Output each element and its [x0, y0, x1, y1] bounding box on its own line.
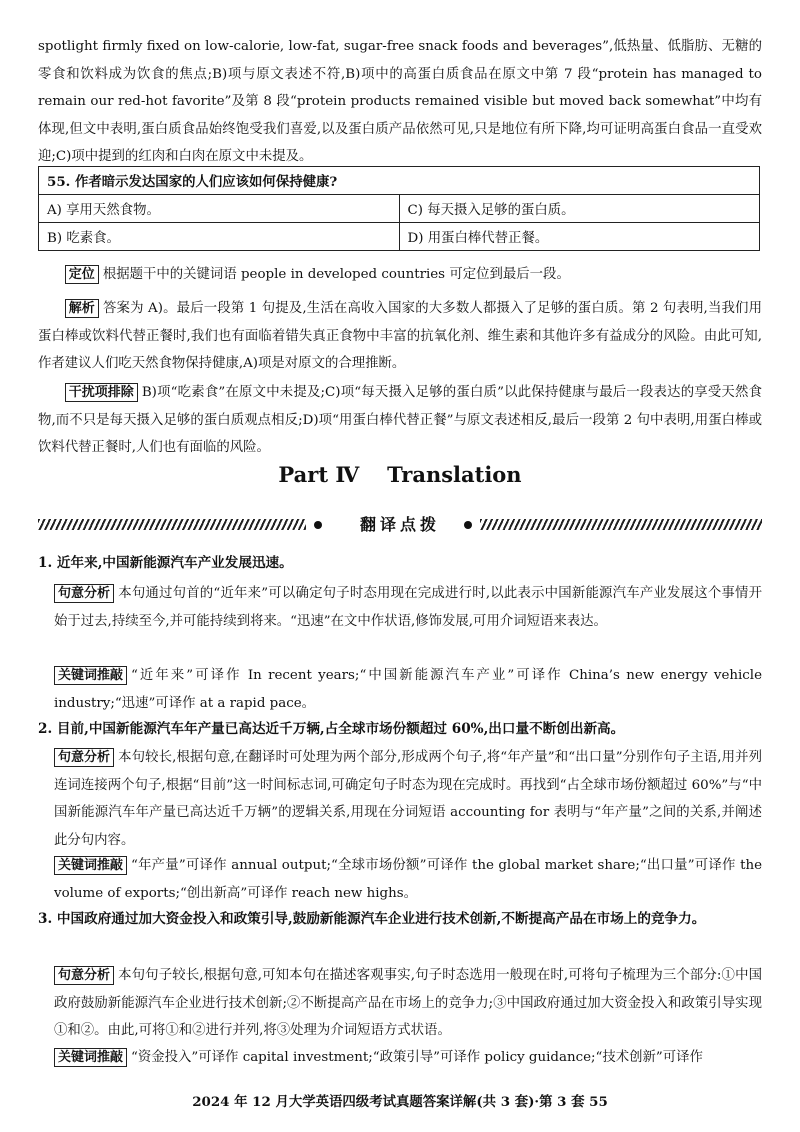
analysis-tag: 解析 — [65, 299, 99, 318]
keyword-tag: 关键词推敲 — [54, 666, 127, 685]
locate-tag: 定位 — [65, 265, 99, 284]
translation-item-3-keywords — [54, 1044, 762, 1072]
intro-paragraph: spotlight firmly fixed on low-calorie, low-fat, sugar-free snack foods and beverages”,低热量、低脂肪、无糖的零食和饮料成为饮食的焦点;B)项与原文表述不符,B)项中的高蛋白质食品在原文中第 7 段“protein has managed to remain our red-hot favorite”及第 8 段“protein products remained visible but moved back somewhat”中均有体现,但文中表明,蛋白质食品始终饱受我们喜爱,以及蛋白质产品依然可见,只是地位有所下降,均可证明高蛋白食品一直受欢迎;C)项中提到的红肉和白肉在原文中未提及。 — [38, 39, 762, 164]
translation-item-1-keywords — [54, 662, 762, 717]
part-numeral: Part Ⅳ — [278, 462, 360, 487]
option-d: D) 用蛋白棒代替正餐。 — [399, 223, 760, 251]
analysis-text: 本句句子较长,根据句意,可知本句在描述客观事实,句子时态选用一般现在时,可将句子梳理为三个部分:①中国政府鼓励新能源汽车企业进行技术创新;②不断提高产品在市场上的竞争力;③中国政府通过加大资金投入和政策引导实现①和②。由此,可将①和②进行并列,将③处理为介词短语方式状语。 — [54, 968, 762, 1038]
translation-item-2-keywords — [54, 852, 762, 907]
translation-item-1-analysis — [54, 580, 762, 635]
analysis-text: 答案为 A)。最后一段第 1 句提及,生活在高收入国家的大多数人都摄入了足够的蛋白质。第 2 句表明,当我们用蛋白棒或饮料代替正餐时,我们也有面临着错失真正食物中丰富的抗氧化剂、维生素和其他许多有益成分的风险。由此可知,作者建议人们吃天然食物保持健康,A)项是对原文的合理推断。 — [38, 301, 762, 371]
question-55-table — [38, 166, 760, 251]
translation-item-1-heading: 1. 近年来,中国新能源汽车产业发展迅速。 — [38, 555, 293, 571]
analysis-text: 本句通过句首的“近年来”可以确定句子时态用现在完成进行时,以此表示中国新能源汽车产业发展这个事情开始于过去,持续至今,并可能持续到将来。“迅速”在文中作状语,修饰发展,可用介词短语来表达。 — [54, 586, 762, 629]
translation-item-2-heading: 2. 目前,中国新能源汽车年产量已高达近千万辆,占全球市场份额超过 60%,出口量不断创出新高。 — [38, 721, 625, 737]
keyword-tag: 关键词推敲 — [54, 1048, 127, 1067]
analysis-text: 本句较长,根据句意,在翻译时可处理为两个部分,形成两个句子,将“年产量”和“出口量”分别作句子主语,用并列连词连接两个句子,根据“目前”这一时间标志词,可确定句子时态为现在完成时。再找到“占全球市场份额超过 60%”与“中国新能源汽车年产量已高达近千万辆”的逻辑关系,用现在分词短语 accounting for 表明与“年产量”之间的关系,并阐述此分句内容。 — [54, 750, 762, 848]
banner-dot-right — [464, 521, 472, 529]
option-c: C) 每天摄入足够的蛋白质。 — [399, 195, 760, 223]
analysis-tag: 句意分析 — [54, 584, 114, 603]
analysis-tag: 句意分析 — [54, 748, 114, 767]
section-title: 翻译点拨 — [359, 515, 440, 534]
translation-item-3-heading: 3. 中国政府通过加大资金投入和政策引导,鼓励新能源汽车企业进行技术创新,不断提高产品在市场上的竞争力。 — [38, 911, 706, 927]
translation-item-3-analysis — [54, 962, 762, 1045]
option-b: B) 吃素食。 — [39, 223, 400, 251]
part-name: Translation — [387, 462, 522, 487]
distractor-tag: 干扰项排除 — [65, 383, 138, 402]
part-title — [0, 462, 800, 487]
translation-item-2-analysis — [54, 744, 762, 854]
option-a: A) 享用天然食物。 — [39, 195, 400, 223]
keywords-text: “年产量”可译作 annual output;“全球市场份额”可译作 the global market share;“出口量”可译作 the volume of exports;“创出新高”可译作 reach new highs。 — [54, 858, 762, 901]
banner-hatch-right — [480, 519, 762, 530]
section-banner — [38, 512, 762, 538]
page-footer: 2024 年 12 月大学英语四级考试真题答案详解(共 3 套)·第 3 套 55 — [192, 1094, 608, 1110]
keywords-text: “近年来”可译作 In recent years;“中国新能源汽车产业”可译作 China’s new energy vehicle industry;“迅速”可译作 at a rapid pace。 — [54, 668, 762, 711]
locate-text: 根据题干中的关键词语 people in developed countries 可定位到最后一段。 — [102, 267, 570, 282]
keyword-tag: 关键词推敲 — [54, 856, 127, 875]
analysis-tag: 句意分析 — [54, 966, 114, 985]
analysis-paragraph — [38, 295, 762, 378]
distractor-text: B)项“吃素食”在原文中未提及;C)项“每天摄入足够的蛋白质”以此保持健康与最后一段表达的享受天然食物,而不只是每天摄入足够的蛋白质观点相反;D)项“用蛋白棒代替正餐”与原文表述相反,最后一段第 2 句中表明,用蛋白棒或饮料代替正餐时,人们也有面临的风险。 — [38, 385, 762, 455]
keywords-text: “资金投入”可译作 capital investment;“政策引导”可译作 policy guidance;“技术创新”可译作 — [131, 1050, 703, 1065]
distractor-paragraph — [38, 379, 762, 462]
locate-paragraph — [38, 261, 762, 289]
question-55-stem: 55. 作者暗示发达国家的人们应该如何保持健康? — [39, 167, 760, 195]
